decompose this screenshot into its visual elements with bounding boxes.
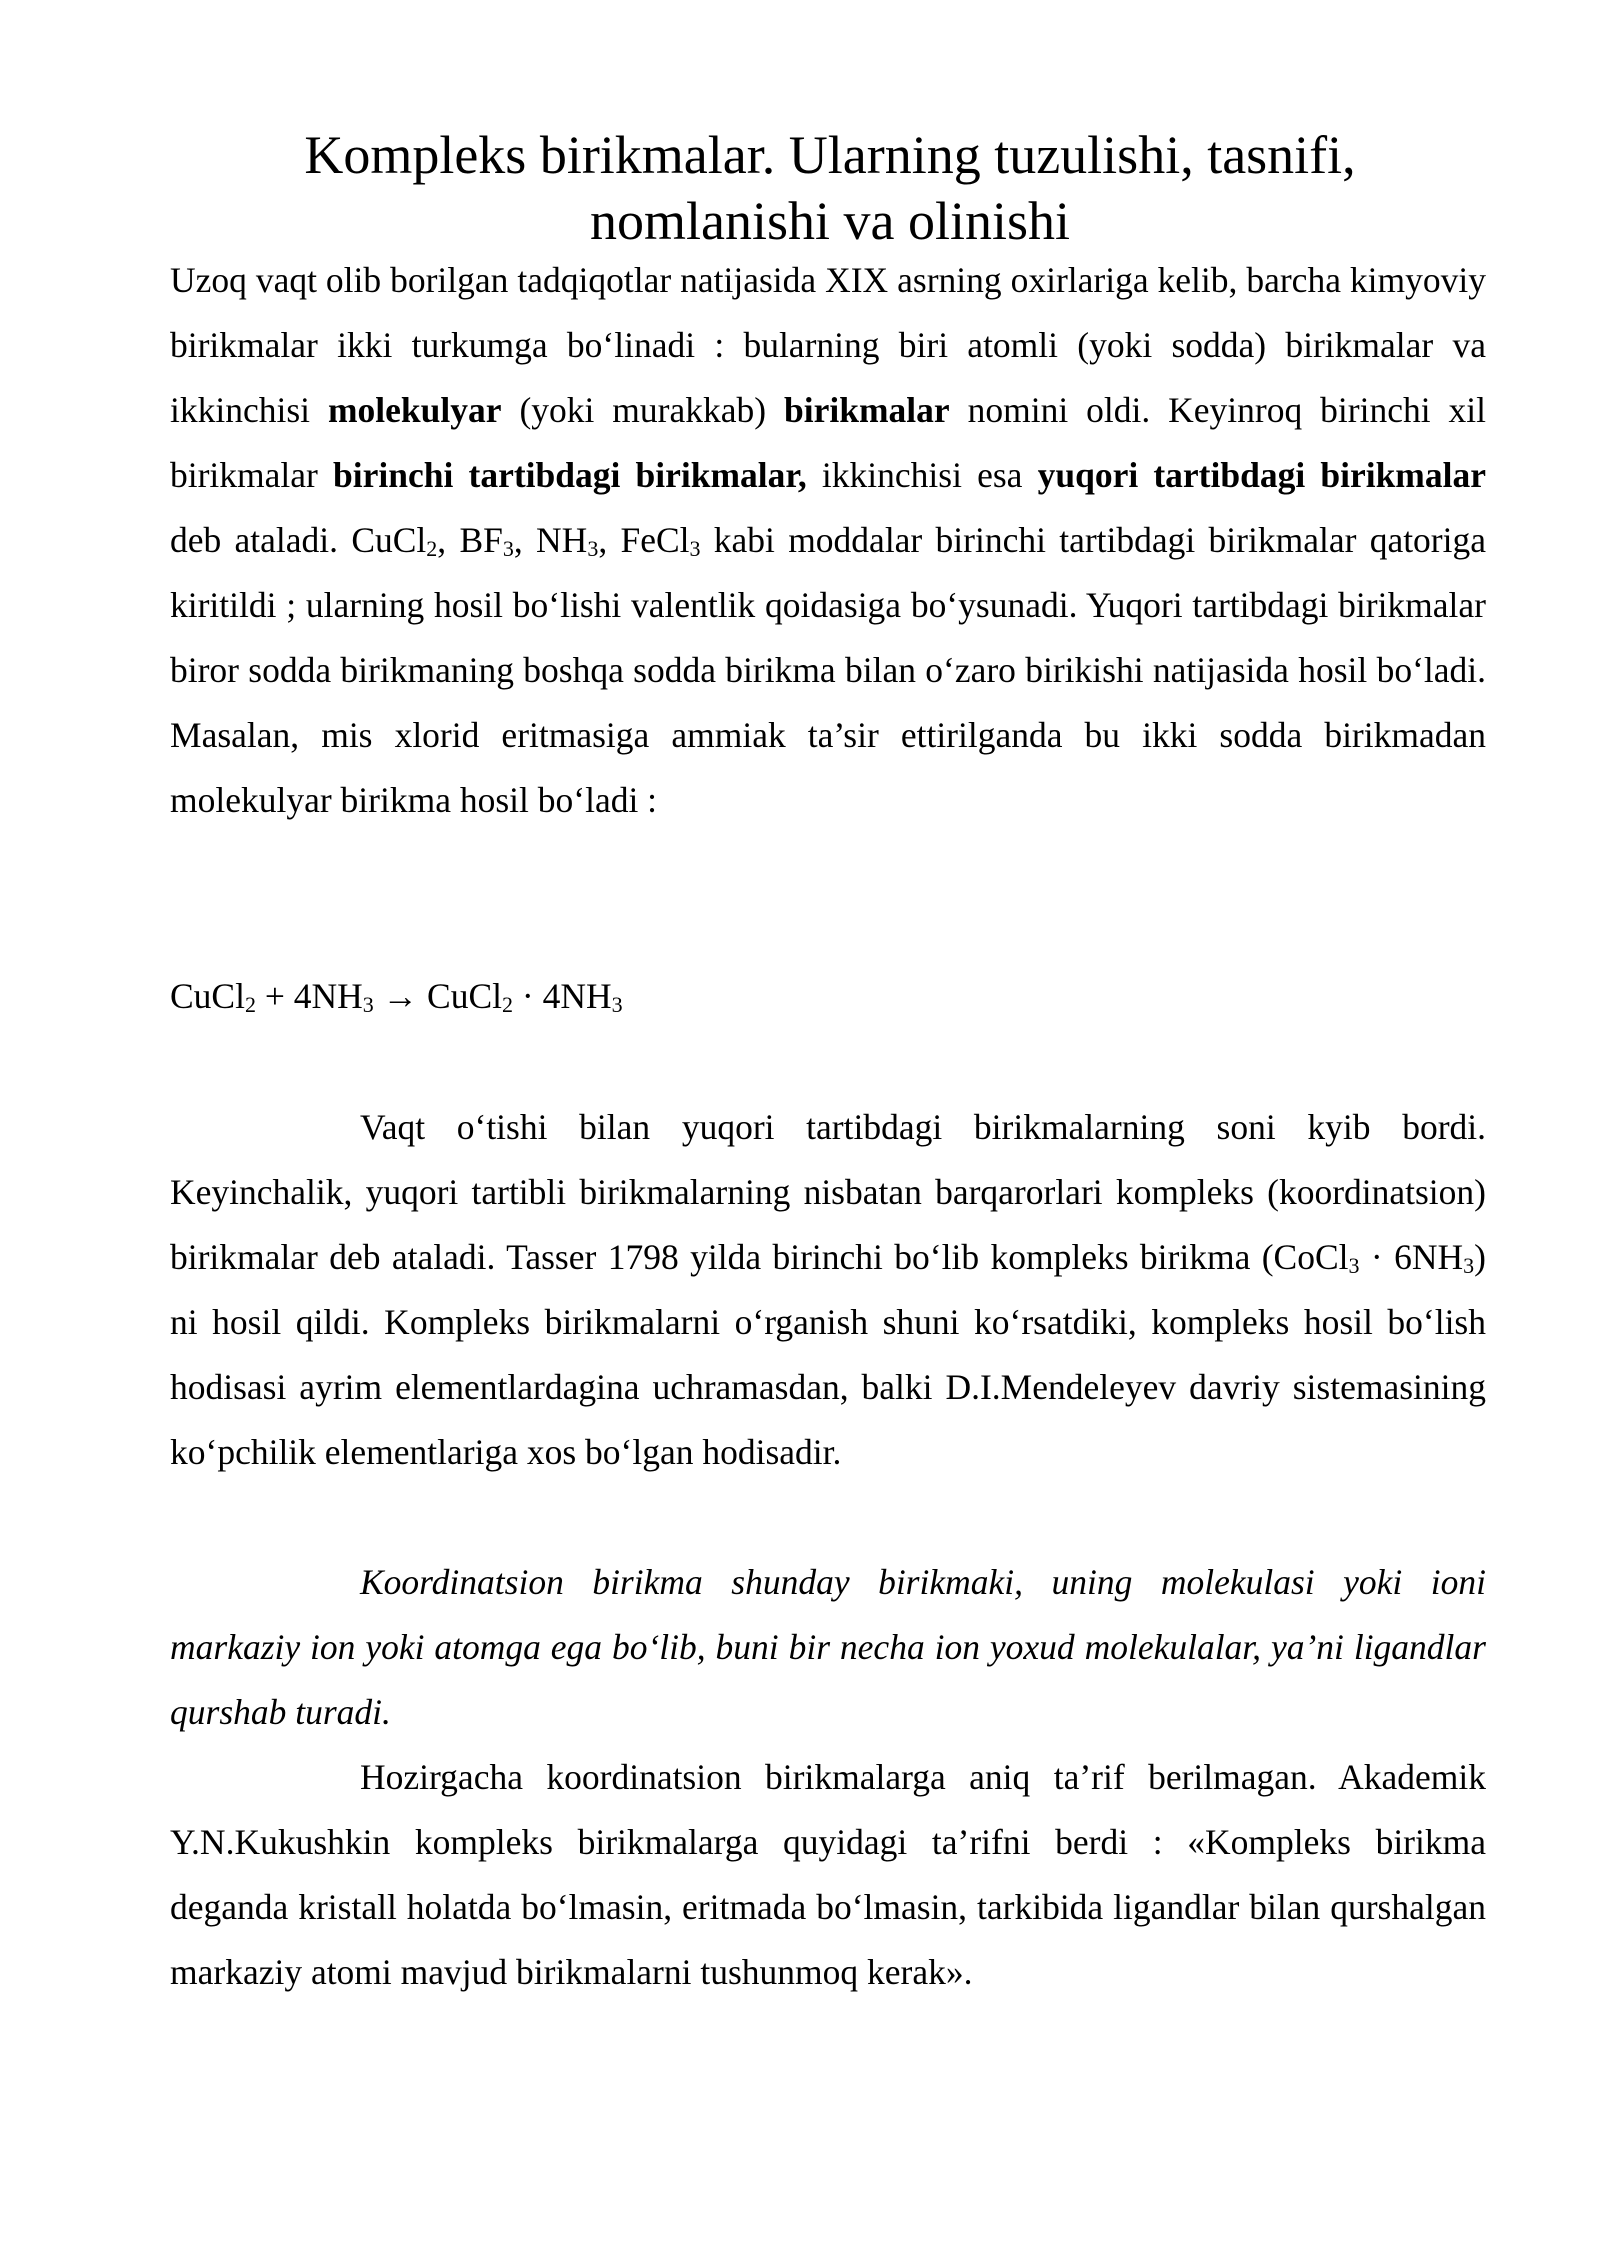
- bold-term: birikmalar: [784, 390, 950, 430]
- bold-term: molekulyar: [327, 390, 502, 430]
- text-run: ,: [437, 520, 460, 560]
- text-run: · 6NH: [1359, 1237, 1464, 1277]
- subscript: 3: [1463, 1252, 1475, 1278]
- formula: · 4NH: [513, 976, 612, 1016]
- paragraph-intro: [170, 248, 1486, 833]
- paragraph-kukushkin: Hozirgacha koordinatsion birikmalarga aniq ta’rif berilmagan. Akademik Y.N.Kukushkin kompleks birikmalarga quyidagi ta’rifni berdi : «Kompleks birikma deganda kristall holatda bo‘lmasin, eritmada bo‘lmasin, tarkibida ligandlar bilan qurshalgan markaziy atomi mavjud birikmalarni tushunmoq kerak».: [170, 1757, 1486, 1992]
- bold-term: yuqori tartibdagi birikmalar: [1037, 455, 1486, 495]
- formula: NH: [536, 520, 588, 560]
- subscript: 3: [689, 535, 701, 561]
- text-run: ,: [598, 520, 621, 560]
- title-line-1: Kompleks birikmalar. Ularning tuzulishi, tasnifi,: [304, 125, 1356, 185]
- subscript: 3: [362, 991, 374, 1017]
- page-title: [170, 122, 1490, 254]
- text-run: ) ni hosil qildi. Kompleks birikmalarni o‘rganish shuni ko‘rsatdiki, kompleks hosil bo‘lish hodisasi ayrim elementlardagina uchramasdan, balki D.I.Mendeleyev davriy sistemasining ko‘pchilik elementlariga xos bo‘lgan hodisadir.: [170, 1237, 1486, 1472]
- formula: → CuCl: [373, 976, 503, 1016]
- formula: + 4NH: [255, 976, 363, 1016]
- text-run: (yoki murakkab): [501, 390, 785, 430]
- subscript: 3: [1348, 1252, 1360, 1278]
- text-run: Vaqt o‘tishi bilan yuqori tartibdagi birikmalarning soni kyib bordi. Keyinchalik, yuqori tartibli birikmalarning nisbatan barqarorlari kompleks (koordinatsion) birikmalar deb ataladi. Tasser 1798 yilda birinchi bo‘lib kompleks birikma (CoCl: [170, 1107, 1486, 1277]
- subscript: 2: [502, 991, 514, 1017]
- text-run: ikkinchisi esa: [806, 455, 1038, 495]
- formula: CuCl: [170, 976, 245, 1016]
- text-run: ,: [513, 520, 537, 560]
- text-run: nomini oldi. Keyinroq birinchi xil birikmalar: [170, 390, 1486, 495]
- formula: BF: [459, 520, 503, 560]
- paragraph-definition: Koordinatsion birikma shunday birikmaki, uning molekulasi yoki ioni markaziy ion yoki atomga ega bo‘lib, buni bir necha ion yoxud molekulalar, ya’ni ligandlar qurshab turadi.: [170, 1562, 1486, 1732]
- subscript: 3: [587, 535, 599, 561]
- formula: CuCl: [351, 520, 427, 560]
- subscript: 3: [502, 535, 514, 561]
- text-run: kabi moddalar birinchi tartibdagi birikmalar qatoriga kiritildi ; ularning hosil bo‘lishi valentlik qoidasiga bo‘ysunadi. Yuqori tartibdagi birikmalar biror sodda birikmaning boshqa sodda birikma bilan o‘zaro birikishi natijasida hosil bo‘ladi. Masalan, mis xlorid eritmasiga ammiak ta’sir ettirilganda bu ikki sodda birikmadan molekulyar birikma hosil bo‘ladi :: [170, 520, 1486, 820]
- subscript: 2: [244, 991, 256, 1017]
- bold-term: birinchi tartibdagi birikmalar,: [333, 455, 807, 495]
- text-run: deb ataladi.: [170, 520, 352, 560]
- title-line-2: nomlanishi va olinishi: [590, 191, 1070, 251]
- subscript: 3: [611, 991, 623, 1017]
- formula: FeCl: [620, 520, 690, 560]
- text-run: Uzoq vaqt olib borilgan tadqiqotlar natijasida XIX asrning oxirlariga kelib, barcha kimyoviy birikmalar ikki turkumga bo‘linadi : bularning biri atomli (yoki sodda) birikmalar va ikkinchisi: [170, 260, 1486, 430]
- chemical-equation: [170, 964, 1486, 1029]
- paragraph-history: [170, 1095, 1486, 1485]
- subscript: 2: [426, 535, 438, 561]
